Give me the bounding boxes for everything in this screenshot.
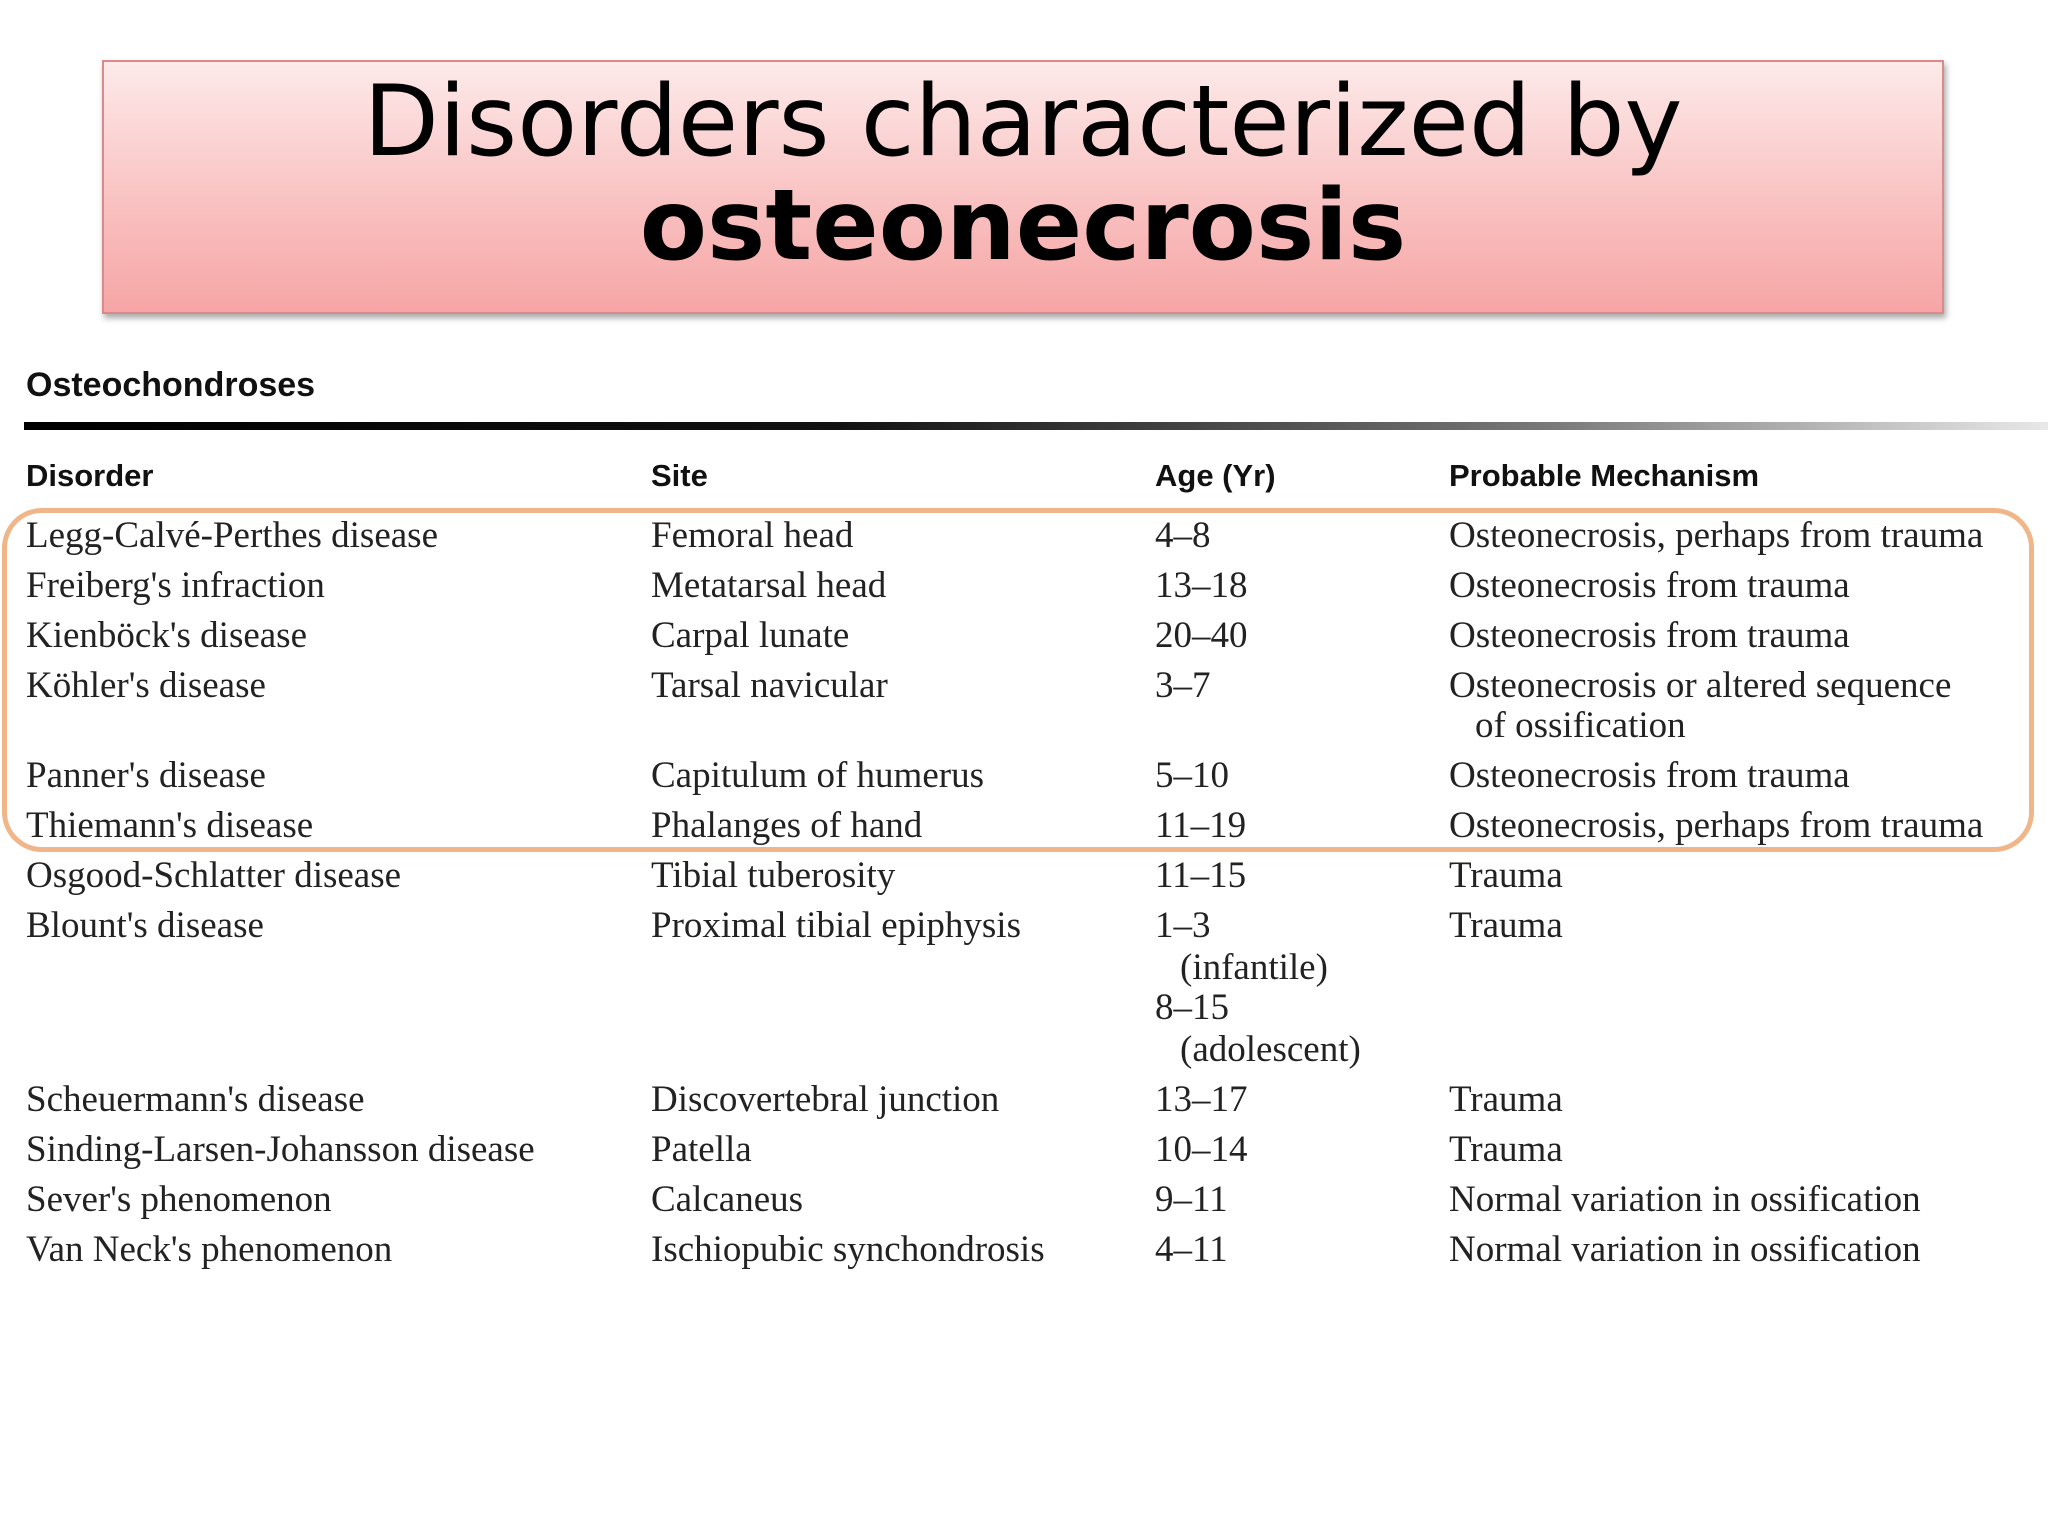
- cell-site: Patella: [651, 1129, 752, 1170]
- cell-age: 4–11: [1155, 1229, 1228, 1270]
- column-header-disorder: Disorder: [26, 458, 154, 493]
- column-header-mechanism: Probable Mechanism: [1449, 458, 1760, 493]
- cell-mechanism: Trauma: [1449, 855, 1563, 896]
- cell-site: Tibial tuberosity: [651, 855, 896, 896]
- cell-age-second: 8–15: [1155, 987, 1229, 1028]
- cell-mechanism: Osteonecrosis, perhaps from trauma: [1449, 805, 1984, 846]
- cell-disorder: Sinding-Larsen-Johansson disease: [26, 1129, 535, 1170]
- cell-disorder: Köhler's disease: [26, 665, 266, 706]
- cell-site: Phalanges of hand: [651, 805, 923, 846]
- cell-site: Ischiopubic synchondrosis: [651, 1229, 1045, 1270]
- cell-disorder: Blount's disease: [26, 905, 264, 946]
- cell-mechanism: Trauma: [1449, 1129, 1563, 1170]
- cell-disorder: Scheuermann's disease: [26, 1079, 365, 1120]
- cell-age: 11–19: [1155, 805, 1247, 846]
- cell-age: 20–40: [1155, 615, 1248, 656]
- cell-mechanism: Osteonecrosis from trauma: [1449, 565, 1850, 606]
- cell-disorder: Freiberg's infraction: [26, 565, 325, 606]
- cell-age: 5–10: [1155, 755, 1229, 796]
- column-header-site: Site: [651, 458, 708, 493]
- cell-site: Tarsal navicular: [651, 665, 888, 706]
- cell-site: Metatarsal head: [651, 565, 887, 606]
- cell-age: 10–14: [1155, 1129, 1248, 1170]
- cell-site: Carpal lunate: [651, 615, 850, 656]
- cell-site: Discovertebral junction: [651, 1079, 1000, 1120]
- cell-disorder: Sever's phenomenon: [26, 1179, 332, 1220]
- cell-disorder: Van Neck's phenomenon: [26, 1229, 393, 1270]
- cell-site: Proximal tibial epiphysis: [651, 905, 1021, 946]
- cell-age-note: (adolescent): [1180, 1029, 1361, 1070]
- cell-mechanism: Osteonecrosis or altered sequence: [1449, 665, 1952, 706]
- cell-age: 9–11: [1155, 1179, 1228, 1220]
- cell-mechanism: Normal variation in ossification: [1449, 1229, 1921, 1270]
- cell-mechanism: Osteonecrosis from trauma: [1449, 755, 1850, 796]
- cell-mechanism: Normal variation in ossification: [1449, 1179, 1921, 1220]
- cell-site: Capitulum of humerus: [651, 755, 984, 796]
- title-line-2: osteonecrosis: [639, 169, 1407, 283]
- table-heading: Osteochondroses: [26, 366, 316, 404]
- cell-age: 13–18: [1155, 565, 1248, 606]
- cell-age: 4–8: [1155, 515, 1211, 556]
- cell-mechanism: Trauma: [1449, 1079, 1563, 1120]
- cell-site: Femoral head: [651, 515, 854, 556]
- cell-mechanism: Osteonecrosis from trauma: [1449, 615, 1850, 656]
- title-line-1: Disorders characterized by: [363, 65, 1683, 179]
- cell-disorder: Osgood-Schlatter disease: [26, 855, 402, 896]
- cell-age: 1–3: [1155, 905, 1211, 946]
- cell-disorder: Kienböck's disease: [26, 615, 308, 656]
- cell-mechanism: Osteonecrosis, perhaps from trauma: [1449, 515, 1984, 556]
- cell-mechanism: Trauma: [1449, 905, 1563, 946]
- heading-rule: [24, 422, 2048, 430]
- cell-age: 3–7: [1155, 665, 1211, 706]
- cell-age-note: (infantile): [1180, 947, 1328, 988]
- cell-age: 13–17: [1155, 1079, 1248, 1120]
- cell-mechanism-continued: of ossification: [1475, 705, 1686, 746]
- column-header-age: Age (Yr): [1155, 458, 1276, 493]
- cell-disorder: Thiemann's disease: [26, 805, 314, 846]
- title-banner: [102, 60, 1944, 314]
- cell-site: Calcaneus: [651, 1179, 804, 1220]
- cell-age: 11–15: [1155, 855, 1247, 896]
- cell-disorder: Legg-Calvé-Perthes disease: [26, 515, 438, 556]
- cell-disorder: Panner's disease: [26, 755, 266, 796]
